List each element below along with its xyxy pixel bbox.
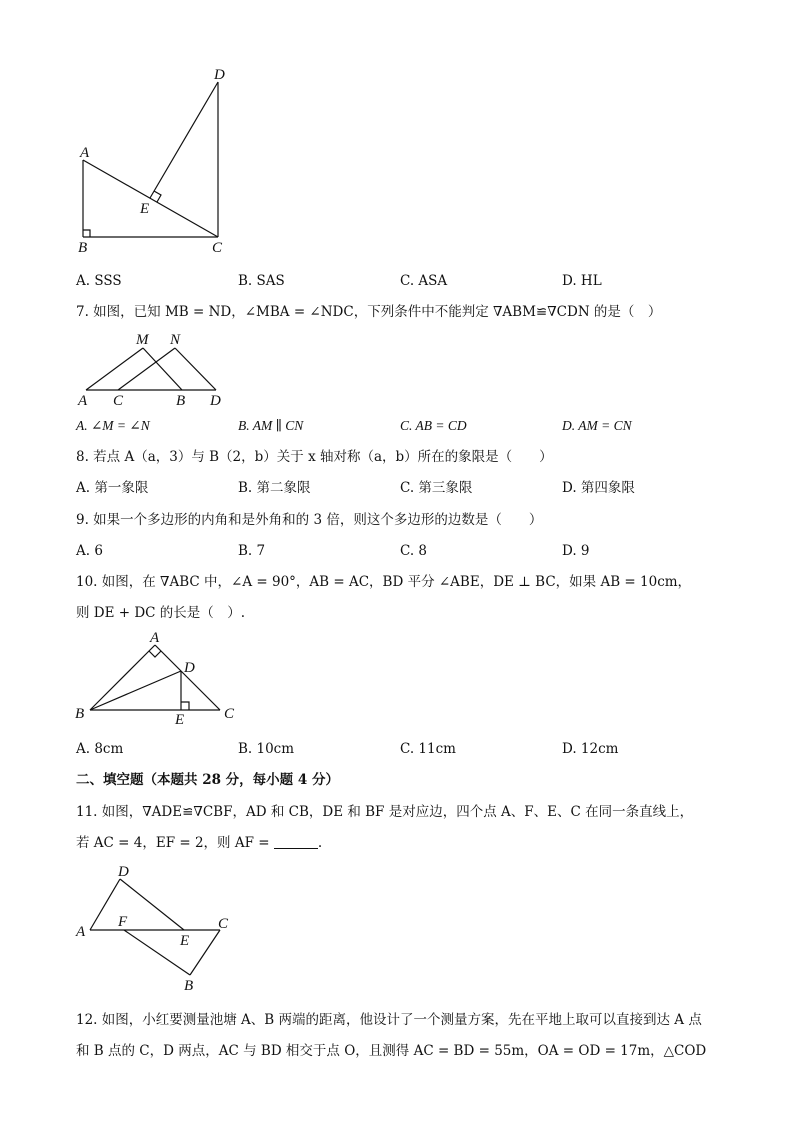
- q9-text: 9. 如果一个多边形的内角和是外角和的 3 倍，则这个多边形的边数是（ ）: [76, 512, 543, 528]
- q6-option-c[interactable]: C. ASA: [400, 273, 448, 289]
- label-n: N: [170, 332, 181, 348]
- label-c: C: [212, 240, 223, 256]
- segment-cn: [118, 348, 175, 390]
- q6-option-a[interactable]: A. SSS: [76, 273, 122, 289]
- segment-cb: [190, 930, 220, 975]
- right-angle-e: [181, 702, 189, 710]
- segment-ac: [83, 160, 218, 237]
- label-a: A: [78, 393, 88, 409]
- q10-option-d[interactable]: D. 12cm: [562, 741, 619, 757]
- right-angle-b: [83, 230, 90, 237]
- label-b: B: [75, 706, 85, 722]
- label-d: D: [184, 660, 195, 676]
- right-angle-a: [149, 651, 161, 657]
- q9-option-d[interactable]: D. 9: [562, 543, 590, 559]
- segment-nd: [175, 348, 216, 390]
- label-b: B: [78, 240, 88, 256]
- q10-option-c[interactable]: C. 11cm: [400, 741, 456, 757]
- q10-figure: [72, 630, 242, 730]
- q10-text-line2: 则 DE + DC 的长是（ ）.: [76, 605, 246, 621]
- segment-de: [120, 879, 184, 930]
- q11-text-line2-end: .: [317, 835, 323, 851]
- q9-option-b[interactable]: B. 7: [238, 543, 266, 559]
- q8-option-c[interactable]: C. 第三象限: [400, 480, 473, 496]
- q10-text-line1: 10. 如图，在 ∇ABC 中，∠A = 90°，AB = AC，BD 平分 ∠ABE，DE ⊥ BC，如果 AB = 10cm，: [76, 574, 692, 590]
- q12-text-line1: 12. 如图，小红要测量池塘 A、B 两端的距离，他设计了一个测量方案，先在平地上取可以直接到达 A 点: [76, 1012, 702, 1028]
- q7-text: 7. 如图，已知 MB = ND，∠MBA = ∠NDC，下列条件中不能判定 ∇ABM≌∇CDN 的是（ ）: [76, 304, 662, 320]
- segment-mb: [143, 348, 182, 390]
- q10-option-b[interactable]: B. 10cm: [238, 741, 295, 757]
- answer-blank[interactable]: [274, 834, 318, 849]
- q7-option-a[interactable]: A. ∠M = ∠N: [76, 418, 150, 433]
- label-d: D: [210, 393, 221, 409]
- q10-diagram: [72, 630, 242, 730]
- label-d: D: [214, 67, 225, 83]
- label-b: B: [184, 978, 194, 994]
- q7-option-d[interactable]: D. AM = CN: [562, 418, 632, 433]
- segment-ba: [90, 645, 155, 710]
- label-c: C: [218, 916, 229, 932]
- label-e: E: [175, 712, 185, 728]
- segment-ad: [90, 879, 120, 930]
- q12-text-line2: 和 B 点的 C，D 两点，AC 与 BD 相交于点 O，且测得 AC = BD = 55m，OA = OD = 17m，△COD: [76, 1043, 707, 1059]
- right-angle-e: [154, 191, 161, 202]
- label-c: C: [224, 706, 235, 722]
- label-d: D: [118, 864, 129, 880]
- label-a: A: [80, 145, 90, 161]
- q6-diagram: [70, 60, 240, 260]
- section-title-fill-in: 二、填空题（本题共 28 分，每小题 4 分）: [76, 772, 339, 788]
- q11-figure: [72, 862, 242, 997]
- label-b: B: [176, 393, 186, 409]
- q8-option-d[interactable]: D. 第四象限: [562, 480, 635, 496]
- q8-option-a[interactable]: A. 第一象限: [76, 480, 149, 496]
- q11-text-line2-start: 若 AC = 4，EF = 2，则 AF =: [76, 835, 274, 851]
- q8-text: 8. 若点 A（a，3）与 B（2，b）关于 x 轴对称（a，b）所在的象限是（ ）: [76, 449, 553, 465]
- q11-text-line2: [76, 833, 322, 853]
- q7-figure: [74, 328, 234, 408]
- q6-figure: [70, 60, 240, 260]
- segment-am: [86, 348, 143, 390]
- label-e: E: [180, 933, 190, 949]
- label-c: C: [113, 393, 124, 409]
- q7-option-c[interactable]: C. AB = CD: [400, 418, 467, 433]
- q7-diagram: [74, 328, 234, 408]
- q8-option-b[interactable]: B. 第二象限: [238, 480, 311, 496]
- label-m: M: [136, 332, 149, 348]
- q11-diagram: [72, 862, 242, 997]
- segment-de: [150, 82, 218, 198]
- label-a: A: [150, 630, 160, 646]
- q6-option-b[interactable]: B. SAS: [238, 273, 285, 289]
- q6-option-d[interactable]: D. HL: [562, 273, 602, 289]
- q9-option-a[interactable]: A. 6: [76, 543, 103, 559]
- q7-option-b[interactable]: B. AM ∥ CN: [238, 418, 304, 433]
- segment-bd: [90, 671, 181, 710]
- label-e: E: [140, 201, 150, 217]
- label-a: A: [76, 924, 86, 940]
- q11-text-line1: 11. 如图，∇ADE≌∇CBF，AD 和 CB，DE 和 BF 是对应边，四个点 A、F、E、C 在同一条直线上，: [76, 804, 694, 820]
- q9-option-c[interactable]: C. 8: [400, 543, 428, 559]
- label-f: F: [118, 914, 128, 930]
- q10-option-a[interactable]: A. 8cm: [76, 741, 124, 757]
